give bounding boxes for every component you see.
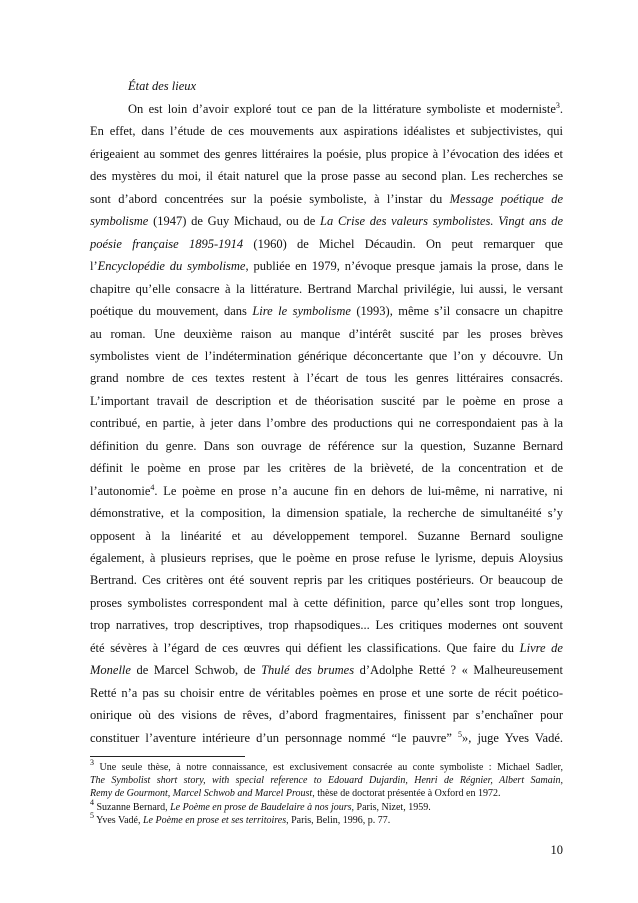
section-heading: État des lieux — [128, 79, 197, 93]
footnote-marker: 5 — [90, 810, 94, 820]
text-line: L’important travail de description et de théorisation suscité par le poème en prose a — [90, 393, 563, 408]
text-line: définit le poème en prose par les critères de la brièveté, de la concentration et de — [90, 461, 563, 476]
text-line: chapitre qu’elle consacre à la littérature. Bertrand Marchal privilégie, lui aussi, le versant — [90, 281, 563, 296]
text-line: érigeaient au sommet des genres littéraires la poésie, plus propice à l’évocation des idées et — [90, 146, 563, 161]
footnote-marker: 5 — [457, 729, 462, 739]
footnote-line: $^3$ Une seule thèse, à notre connaissance, est exclusivement consacrée au conte symboliste : Michael Sadler, — [90, 758, 563, 773]
text-line: grand nombre de ces textes restent à l’écart de tous les genres littéraires consacrés. — [90, 371, 563, 386]
text-line: Bertrand. Ces critères ont été souvent repris par les critiques postérieurs. Or beaucoup de — [90, 573, 563, 588]
text-line: constituer l’aventure intérieure d’un personnage nommé “le pauvre” $^5$», juge Yves Vadé. — [90, 729, 563, 745]
footnote-marker: 3 — [90, 758, 94, 767]
footnote-line: $^5$ Yves Vadé, Le Poème en prose et ses territoires, Paris, Belin, 1996, p. 77. — [90, 810, 391, 826]
text-line: En effet, dans l’étude de ces mouvements aux aspirations idéalistes et subjectivistes, qui — [90, 124, 563, 139]
text-line: symbolistes vient de l’indétermination générique déconcertante que l’on y découvre. Un — [90, 348, 563, 363]
text-line: onirique où des visions de rêves, d’abord fragmentaires, finissent par s’enchaîner pour — [90, 708, 563, 723]
text-line: démonstrative, et la composition, la dimension spatiale, la recherche de simultanéité s’y — [90, 506, 563, 521]
text-line: définition du genre. Dans son ouvrage de référence sur la question, Suzanne Bernard — [90, 438, 563, 453]
text-line: On est loin d’avoir exploré tout ce pan de la littérature symboliste et moderniste$^3$. — [128, 101, 563, 116]
footnote-line: $^4$ Suzanne Bernard, Le Poème en prose de Baudelaire à nos jours, Paris, Nizet, 1959. — [90, 797, 431, 813]
text-line: Retté n’a pas su choisir entre de véritables poèmes en prose et une sorte de récit poético- — [90, 685, 563, 700]
footnote-marker: 4 — [90, 797, 94, 807]
text-line: poésie française 1895-1914 (1960) de Michel Décaudin. On peut remarquer que — [90, 236, 563, 251]
text-line: contribué, en partie, à jeter dans l’ombre des productions qui ne correspondaient pas à la — [90, 416, 563, 431]
footnote-separator — [90, 756, 245, 757]
text-line: l’autonomie$^4$. Le poème en prose n’a aucune fin en dehors de lui-même, ni narrative, ni — [90, 482, 563, 498]
text-line: trop narratives, trop descriptives, trop rhapsodiques... Les critiques modernes ont souvent — [90, 618, 563, 633]
text-line: poétique du mouvement, dans Lire le symbolisme (1993), même s’il consacre un chapitre — [90, 304, 563, 319]
footnote-line: Remy de Gourmont, Marcel Schwob and Marcel Proust, thèse de doctorat présentée à Oxford en 1972. — [90, 788, 501, 800]
text-line: proses symbolistes correspondent mal à cette définition, parce qu’elles sont trop longues, — [90, 595, 563, 610]
footnote-marker: 4 — [150, 482, 155, 492]
text-line: également, à plusieurs reprises, que le poème en prose refuse le lyrisme, depuis Aloysius — [90, 551, 563, 565]
text-line: symbolisme (1947) de Guy Michaud, ou de La Crise des valeurs symbolistes. Vingt ans de — [90, 214, 563, 229]
text-line: sont d’abord concentrées sur la poésie symboliste, à l’instar du Message poétique de — [90, 191, 564, 206]
footnote-marker: 3 — [555, 101, 560, 110]
page-number: 10 — [550, 843, 563, 857]
text-line: été sévères à l’égard de ces œuvres qui défient les classifications. Que faire du Livre de — [90, 640, 563, 655]
text-line: l’Encyclopédie du symbolisme, publiée en 1979, n’évoque presque jamais la prose, dans le — [90, 259, 563, 274]
footnote-line: The Symbolist short story, with special reference to Edouard Dujardin, Henri de Régnier, Albert Samain, — [90, 775, 563, 787]
text-line: au roman. Une deuxième raison au manque d’intérêt suscité par les proses brèves — [90, 326, 563, 341]
text-line: des mystères du moi, il était naturel que la prose passe au second plan. Les recherches se — [90, 169, 563, 184]
text-line: opposent à la linéarité et au développement temporel. Suzanne Bernard souligne — [90, 528, 563, 543]
text-line: Monelle de Marcel Schwob, de Thulé des brumes d’Adolphe Retté ? « Malheureusement — [90, 663, 563, 678]
